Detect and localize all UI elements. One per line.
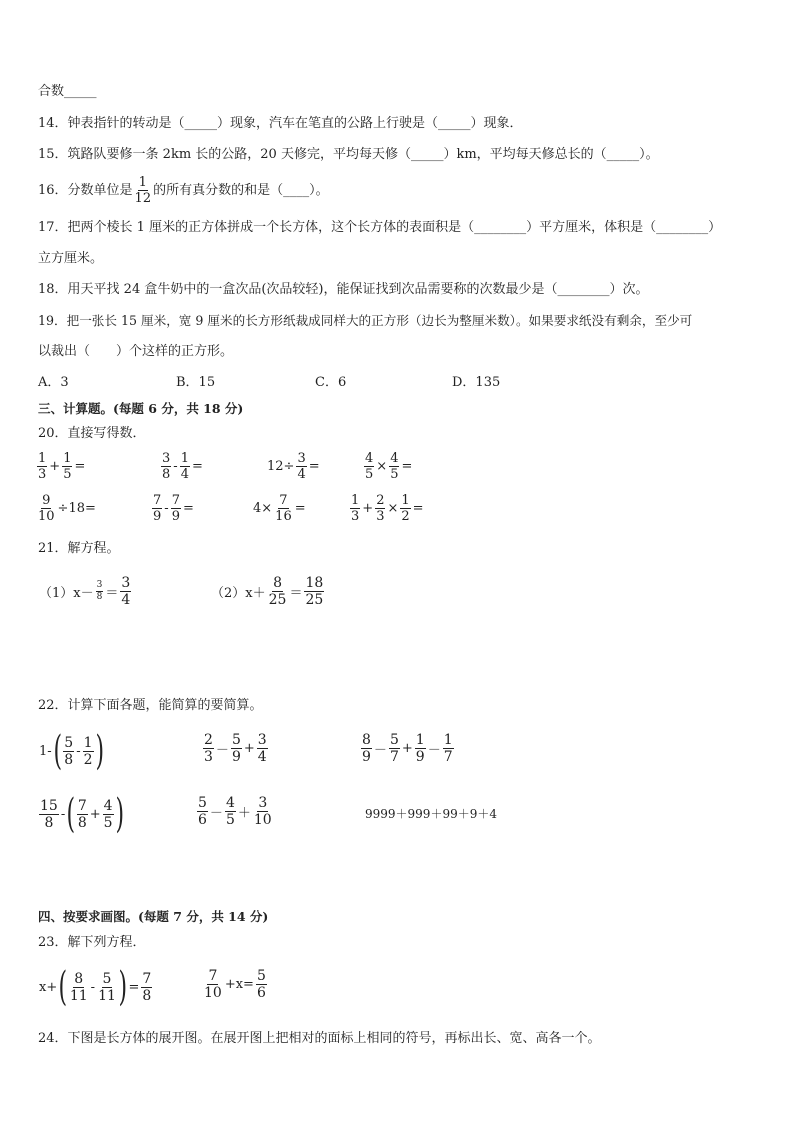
option-b: B．15 — [176, 375, 216, 390]
fraction: $\frac{1}{3}$ — [38, 451, 47, 482]
q22-expression-6: 9999＋999＋99＋9＋4 — [365, 807, 497, 821]
q21-equation-2: （2）x＋ $\frac{8}{25}$ ＝ $\frac{18}{25}$ — [211, 575, 324, 608]
q16-fraction: $\frac{1}{12}$ — [134, 175, 152, 206]
question-19-line1: 19．把一张长 15 厘米，宽 9 厘米的长方形纸裁成同样大的正方形（边长为整厘米数）。如果要求纸没有剩余，至少可 — [38, 313, 693, 328]
question-14: 14．钟表指针的转动是（_____）现象，汽车在笔直的公路上行驶是（_____）现象． — [38, 116, 523, 131]
q20-r2c3: 4× $\frac{7}{16}$ = — [253, 493, 306, 524]
q22-expression-2: $\frac{2}{3}$ － $\frac{5}{9}$ + $\frac{3}{4}$ — [204, 732, 267, 765]
question-17-line1: 17．把两个棱长 1 厘米的正方体拼成一个长方体，这个长方体的表面积是（________）平方厘米，体积是（________） — [38, 220, 722, 235]
section-4-heading: 四、按要求画图。(每题 7 分，共 14 分) — [38, 909, 269, 924]
question-16-text-b: 的所有真分数的和是（____）。 — [153, 183, 329, 198]
option-a: A．3 — [38, 375, 69, 390]
option-c: C．6 — [315, 375, 347, 390]
q23-equation-1: x+ ( $\frac{8}{11}$ - $\frac{5}{11}$ ) = $\frac{7}{8}$ — [39, 964, 152, 1010]
q20-r1c1: $\frac{1}{3}$ + $\frac{1}{5}$ = — [38, 451, 86, 482]
question-18: 18．用天平找 24 盒牛奶中的一盒次品(次品较轻)，能保证找到次品需要称的次数最少是（________）次。 — [38, 282, 649, 297]
q21-equation-1: （1）x－ $\frac{3}{8}$ ＝ $\frac{3}{4}$ — [39, 575, 131, 608]
question-20: 20．直接写得数． — [38, 426, 146, 441]
question-17-line2: 立方厘米。 — [38, 251, 104, 266]
section-3-heading: 三、计算题。(每题 6 分，共 18 分) — [38, 401, 244, 416]
question-19-line2: 以裁出（ ）个这样的正方形。 — [38, 344, 234, 359]
q20-r1c2: $\frac{3}{8}$ - $\frac{1}{4}$ = — [162, 451, 203, 482]
q22-expression-4: $\frac{15}{8}$ - ( $\frac{7}{8}$ + $\frac{4}{5}$ ) — [40, 791, 124, 837]
q20-r1c3: 12÷ $\frac{3}{4}$ = — [267, 451, 320, 482]
question-22: 22．计算下面各题，能简算的要简算。 — [38, 698, 263, 713]
q23-equation-2: $\frac{7}{10}$ +x= $\frac{5}{6}$ — [204, 968, 266, 1001]
q22-expression-5: $\frac{5}{6}$ － $\frac{4}{5}$ ＋ $\frac{3}{10}$ — [198, 795, 272, 828]
option-d: D．135 — [452, 375, 501, 390]
question-15: 15．筑路队要修一条 2km 长的公路，20 天修完，平均每天修（_____）km，平均每天修总长的（_____）。 — [38, 147, 659, 162]
fraction: $\frac{1}{5}$ — [63, 451, 72, 482]
question-21: 21．解方程。 — [38, 541, 120, 556]
question-23: 23．解下列方程． — [38, 935, 146, 950]
question-16 — [38, 176, 329, 205]
question-24: 24．下图是长方体的展开图。在展开图上把相对的面标上相同的符号，再标出长、宽、高各一个。 — [38, 1031, 601, 1046]
question-16-text-a: 16．分数单位是 — [38, 183, 133, 198]
q20-r2c1: $\frac{9}{10}$ ÷18= — [38, 493, 96, 524]
q20-r1c4: $\frac{4}{5}$ × $\frac{4}{5}$ = — [365, 451, 413, 482]
q20-r2c2: $\frac{7}{9}$ - $\frac{7}{9}$ = — [153, 493, 194, 524]
q22-expression-3: $\frac{8}{9}$ － $\frac{5}{7}$ + $\frac{1}{9}$ － $\frac{1}{7}$ — [362, 732, 453, 765]
prev-question-tail: 合数_____ — [38, 84, 97, 99]
q20-r2c4: $\frac{1}{3}$ + $\frac{2}{3}$ × $\frac{1}{2}$ = — [351, 493, 424, 524]
q22-expression-1: 1- ( $\frac{5}{8}$ - $\frac{1}{2}$ ) — [39, 728, 104, 774]
